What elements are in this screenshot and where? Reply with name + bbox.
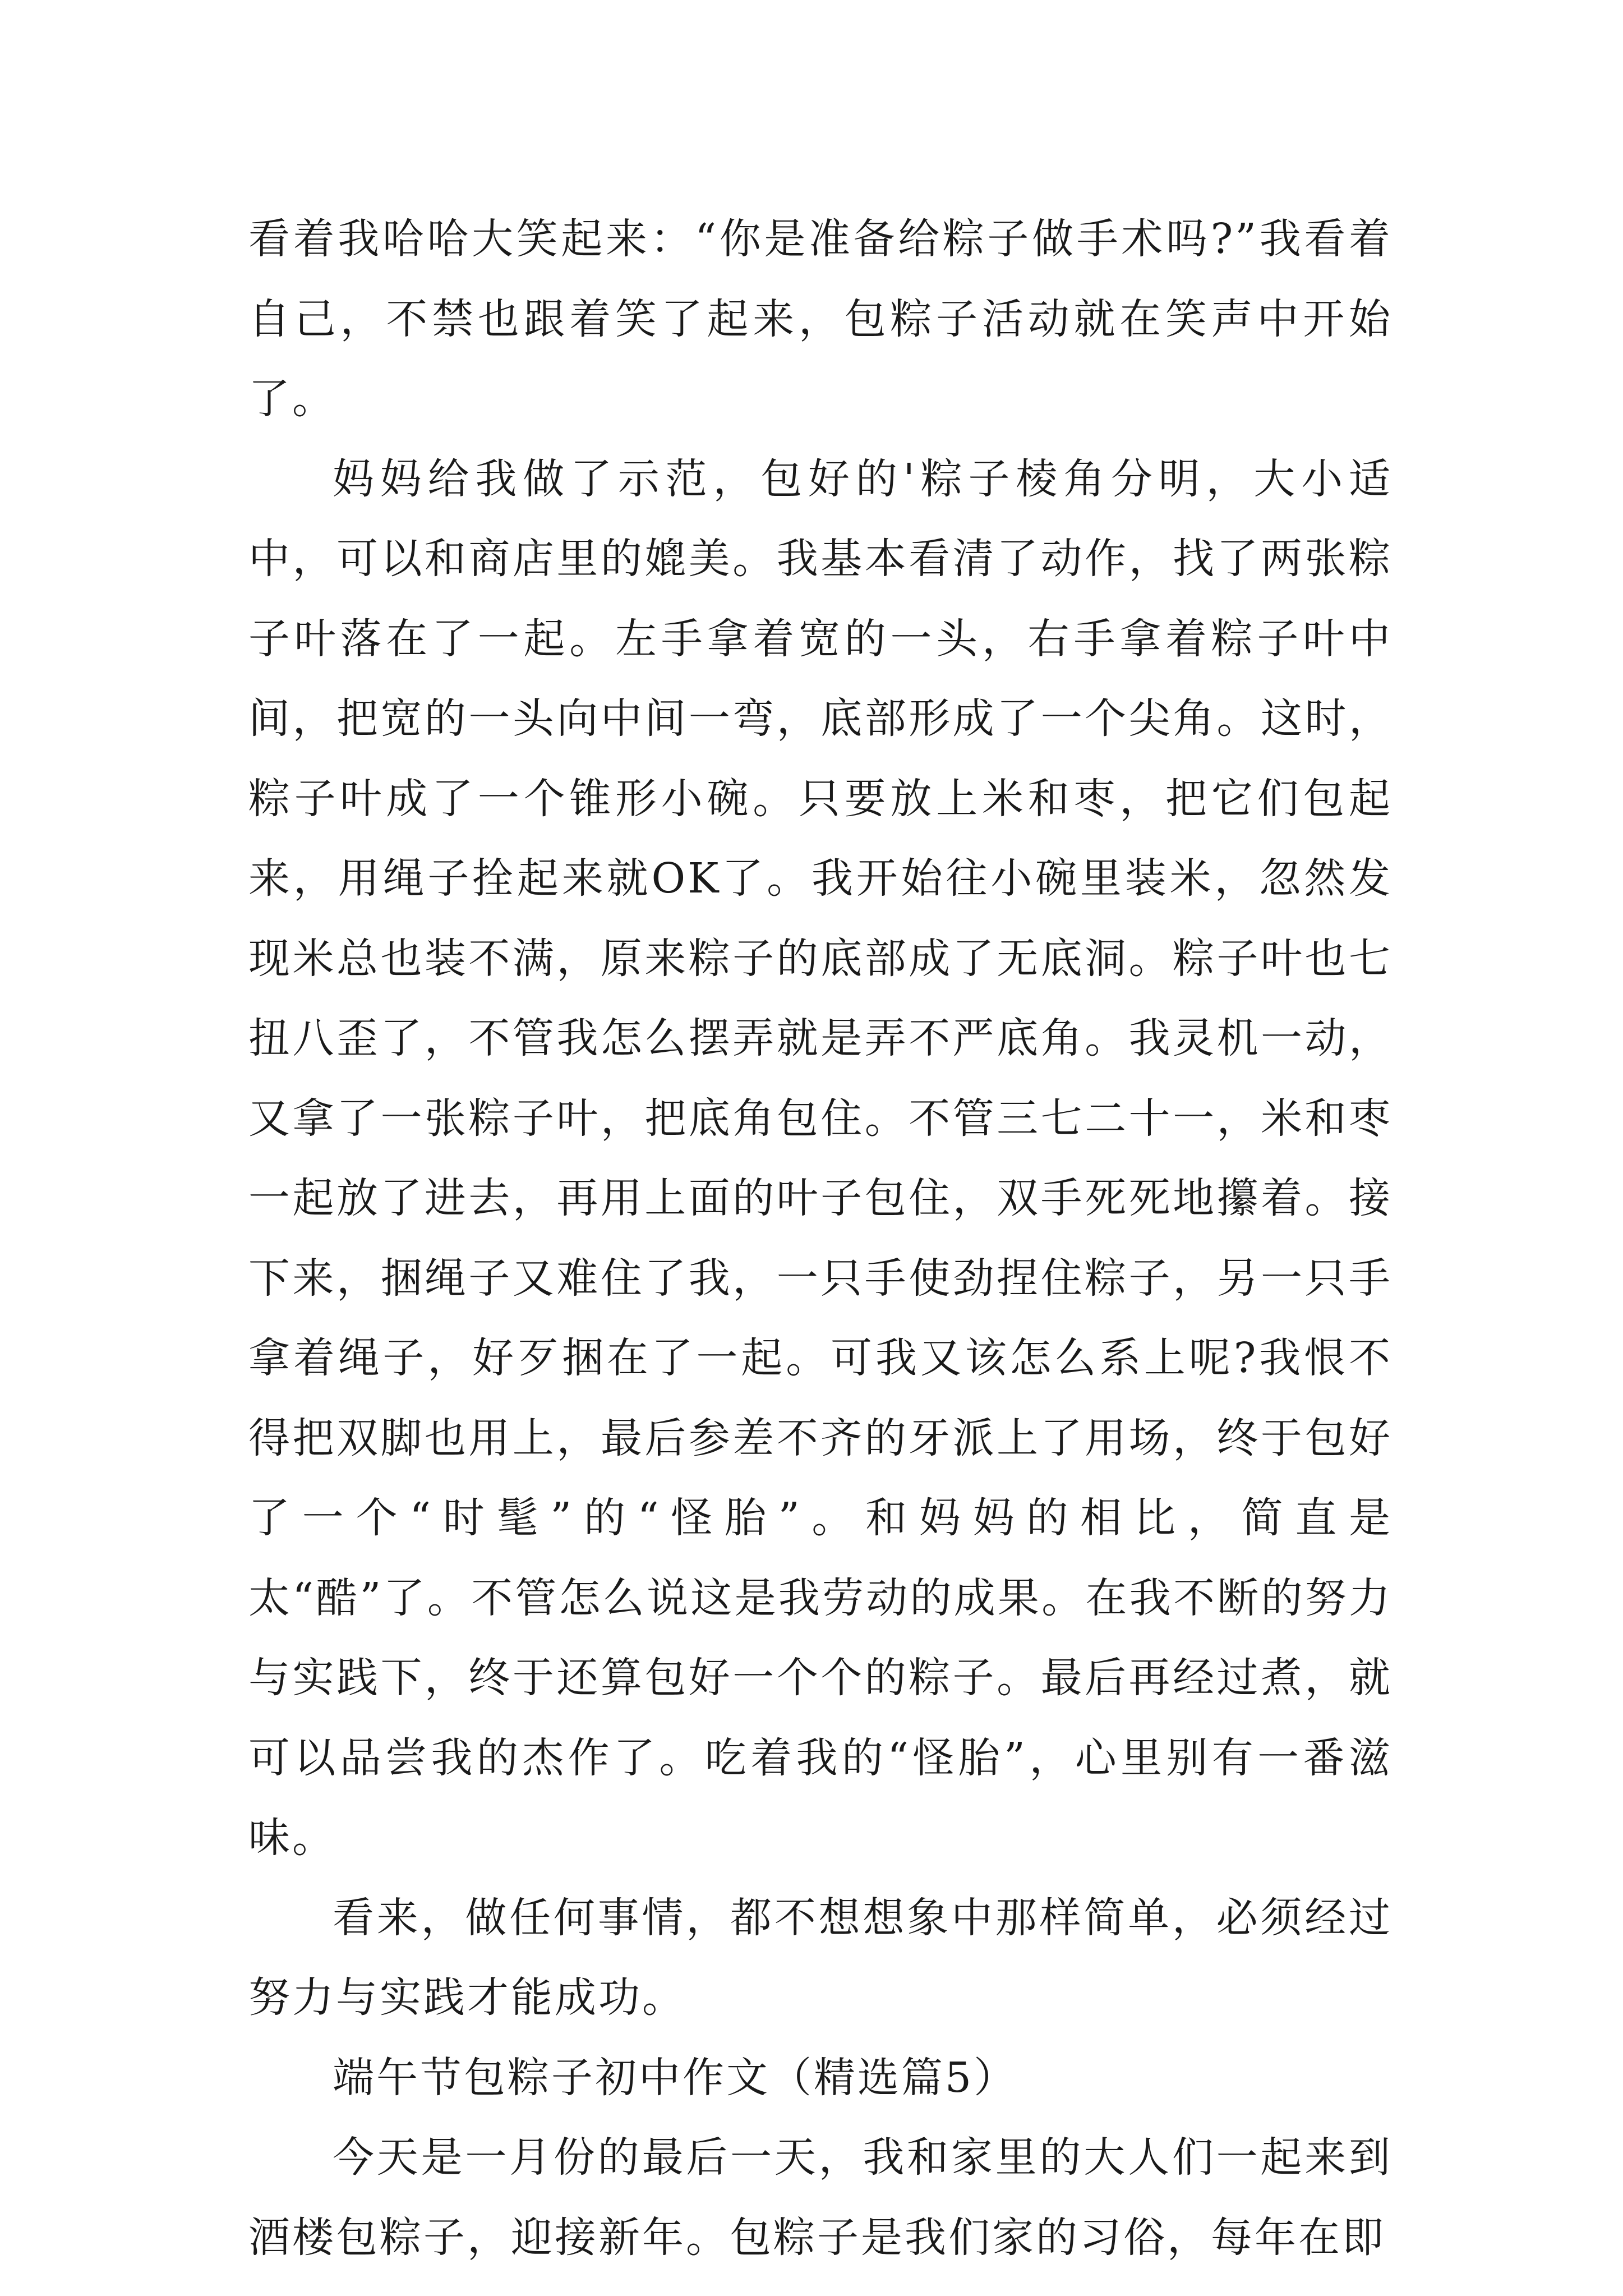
paragraph-continuation: 看着我哈哈大笑起来：“你是准备给粽子做手术吗?”我看着自己，不禁也跟着笑了起来，包粽子活动就在笑声中开始了。 [248, 215, 1393, 423]
section-heading: 端午节包粽子初中作文（精选篇5） [333, 2053, 1018, 2102]
document-body [248, 199, 1393, 2277]
paragraph-demonstration: 妈妈给我做了示范，包好的'粽子棱角分明，大小适中，可以和商店里的媲美。我基本看清了动作，找了两张粽子叶落在了一起。左手拿着宽的一头，右手拿着粽子叶中间，把宽的一头向中间一弯，底部形成了一个尖角。这时，粽子叶成了一个锥形小碗。只要放上米和枣，把它们包起来，用绳子拴起来就OK了。我开始往小碗里装米，忽然发现米总也装不满，原来粽子的底部成了无底洞。粽子叶也七扭八歪了，不管我怎么摆弄就是弄不严底角。我灵机一动，又拿了一张粽子叶，把底角包住。不管三七二十一，米和枣一起放了进去，再用上面的叶子包住，双手死死地攥着。接下来，捆绳子又难住了我，一只手使劲捏住粽子，另一只手拿着绳子，好歹捆在了一起。可我又该怎么系上呢?我恨不得把双脚也用上，最后参差不齐的牙派上了用场，终于包好了一个“时髦”的“怪胎”。和妈妈的相比，简直是太“酷”了。不管怎么说这是我劳动的成果。在我不断的努力与实践下，终于还算包好一个个的粽子。最后再经过煮，就可以品尝我的杰作了。吃着我的“怪胎”，心里别有一番滋味。 [248, 454, 1393, 1862]
paragraph-intro: 今天是一月份的最后一天，我和家里的大人们一起来到酒楼包粽子，迎接新年。包粽子是我们家的习俗，每年在即 [248, 2133, 1393, 2262]
paragraph-conclusion: 看来，做任何事情，都不想想象中那样简单，必须经过努力与实践才能成功。 [248, 1893, 1393, 2022]
